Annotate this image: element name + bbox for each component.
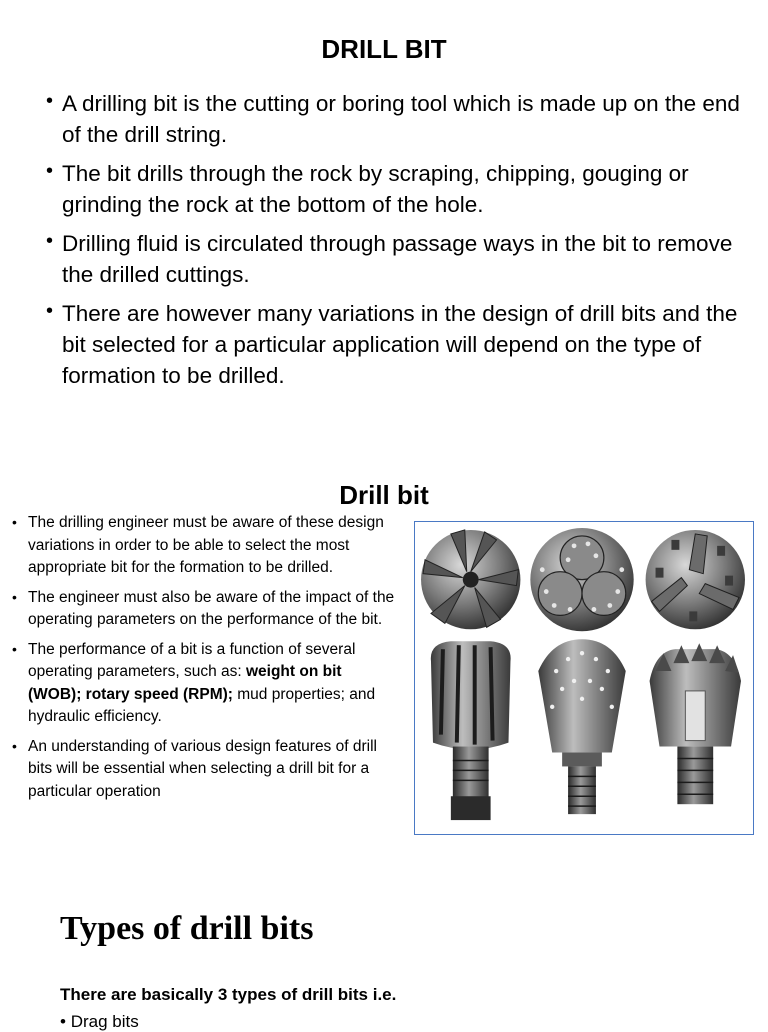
milled-tooth-bit-profile [650,643,741,804]
intro-text: There are basically 3 types of drill bits i.e. [60,985,397,1004]
pdc-bit-face [421,530,520,629]
bullet-list [12,512,397,810]
pdc-bit-profile [431,641,511,820]
drill-bits-illustration [415,522,753,834]
slide-title: DRILL BIT [321,34,447,64]
bullet-item: • Drilling fluid is circulated through passage ways in the bit to remove the drilled cuttings. [46,228,746,290]
bullet-item: • An understanding of various design features of drill bits will be essential when selecting a drill bit for a particular operation [12,736,397,804]
bullet-list [46,88,746,399]
bullet-item: • The bit drills through the rock by scraping, chipping, gouging or grinding the rock at the bottom of the hole. [46,158,746,220]
bullet-text: mud properties; and hydraulic efficiency. [28,685,376,725]
tricone-bit-profile [538,639,625,814]
drill-bits-photo [414,521,754,835]
slide-title: Types of drill bits [60,910,314,947]
bullet-list [60,1012,139,1032]
bullet-bold-text: weight on bit (WOB); rotary speed (RPM); [28,663,342,703]
bullet-item: • The drilling engineer must be aware of these design variations in order to be able to select the most appropriate bit for the formation to be drilled. [12,512,397,580]
tricone-bit-face [530,528,633,631]
bullet-item [12,639,397,729]
slide-title: Drill bit [339,480,429,510]
bullet-text: The performance of a bit is a function of several operating parameters, such as: [28,640,356,680]
bullet-item: • A drilling bit is the cutting or boring tool which is made up on the end of the drill string. [46,88,746,150]
bullet-item: • Drag bits [60,1012,139,1032]
milled-tooth-bit-face [646,530,745,629]
bullet-item: • There are however many variations in the design of drill bits and the bit selected for a particular application will depend on the type of formation to be drilled. [46,298,746,391]
bullet-item: • The engineer must also be aware of the impact of the operating parameters on the performance of the bit. [12,587,397,632]
